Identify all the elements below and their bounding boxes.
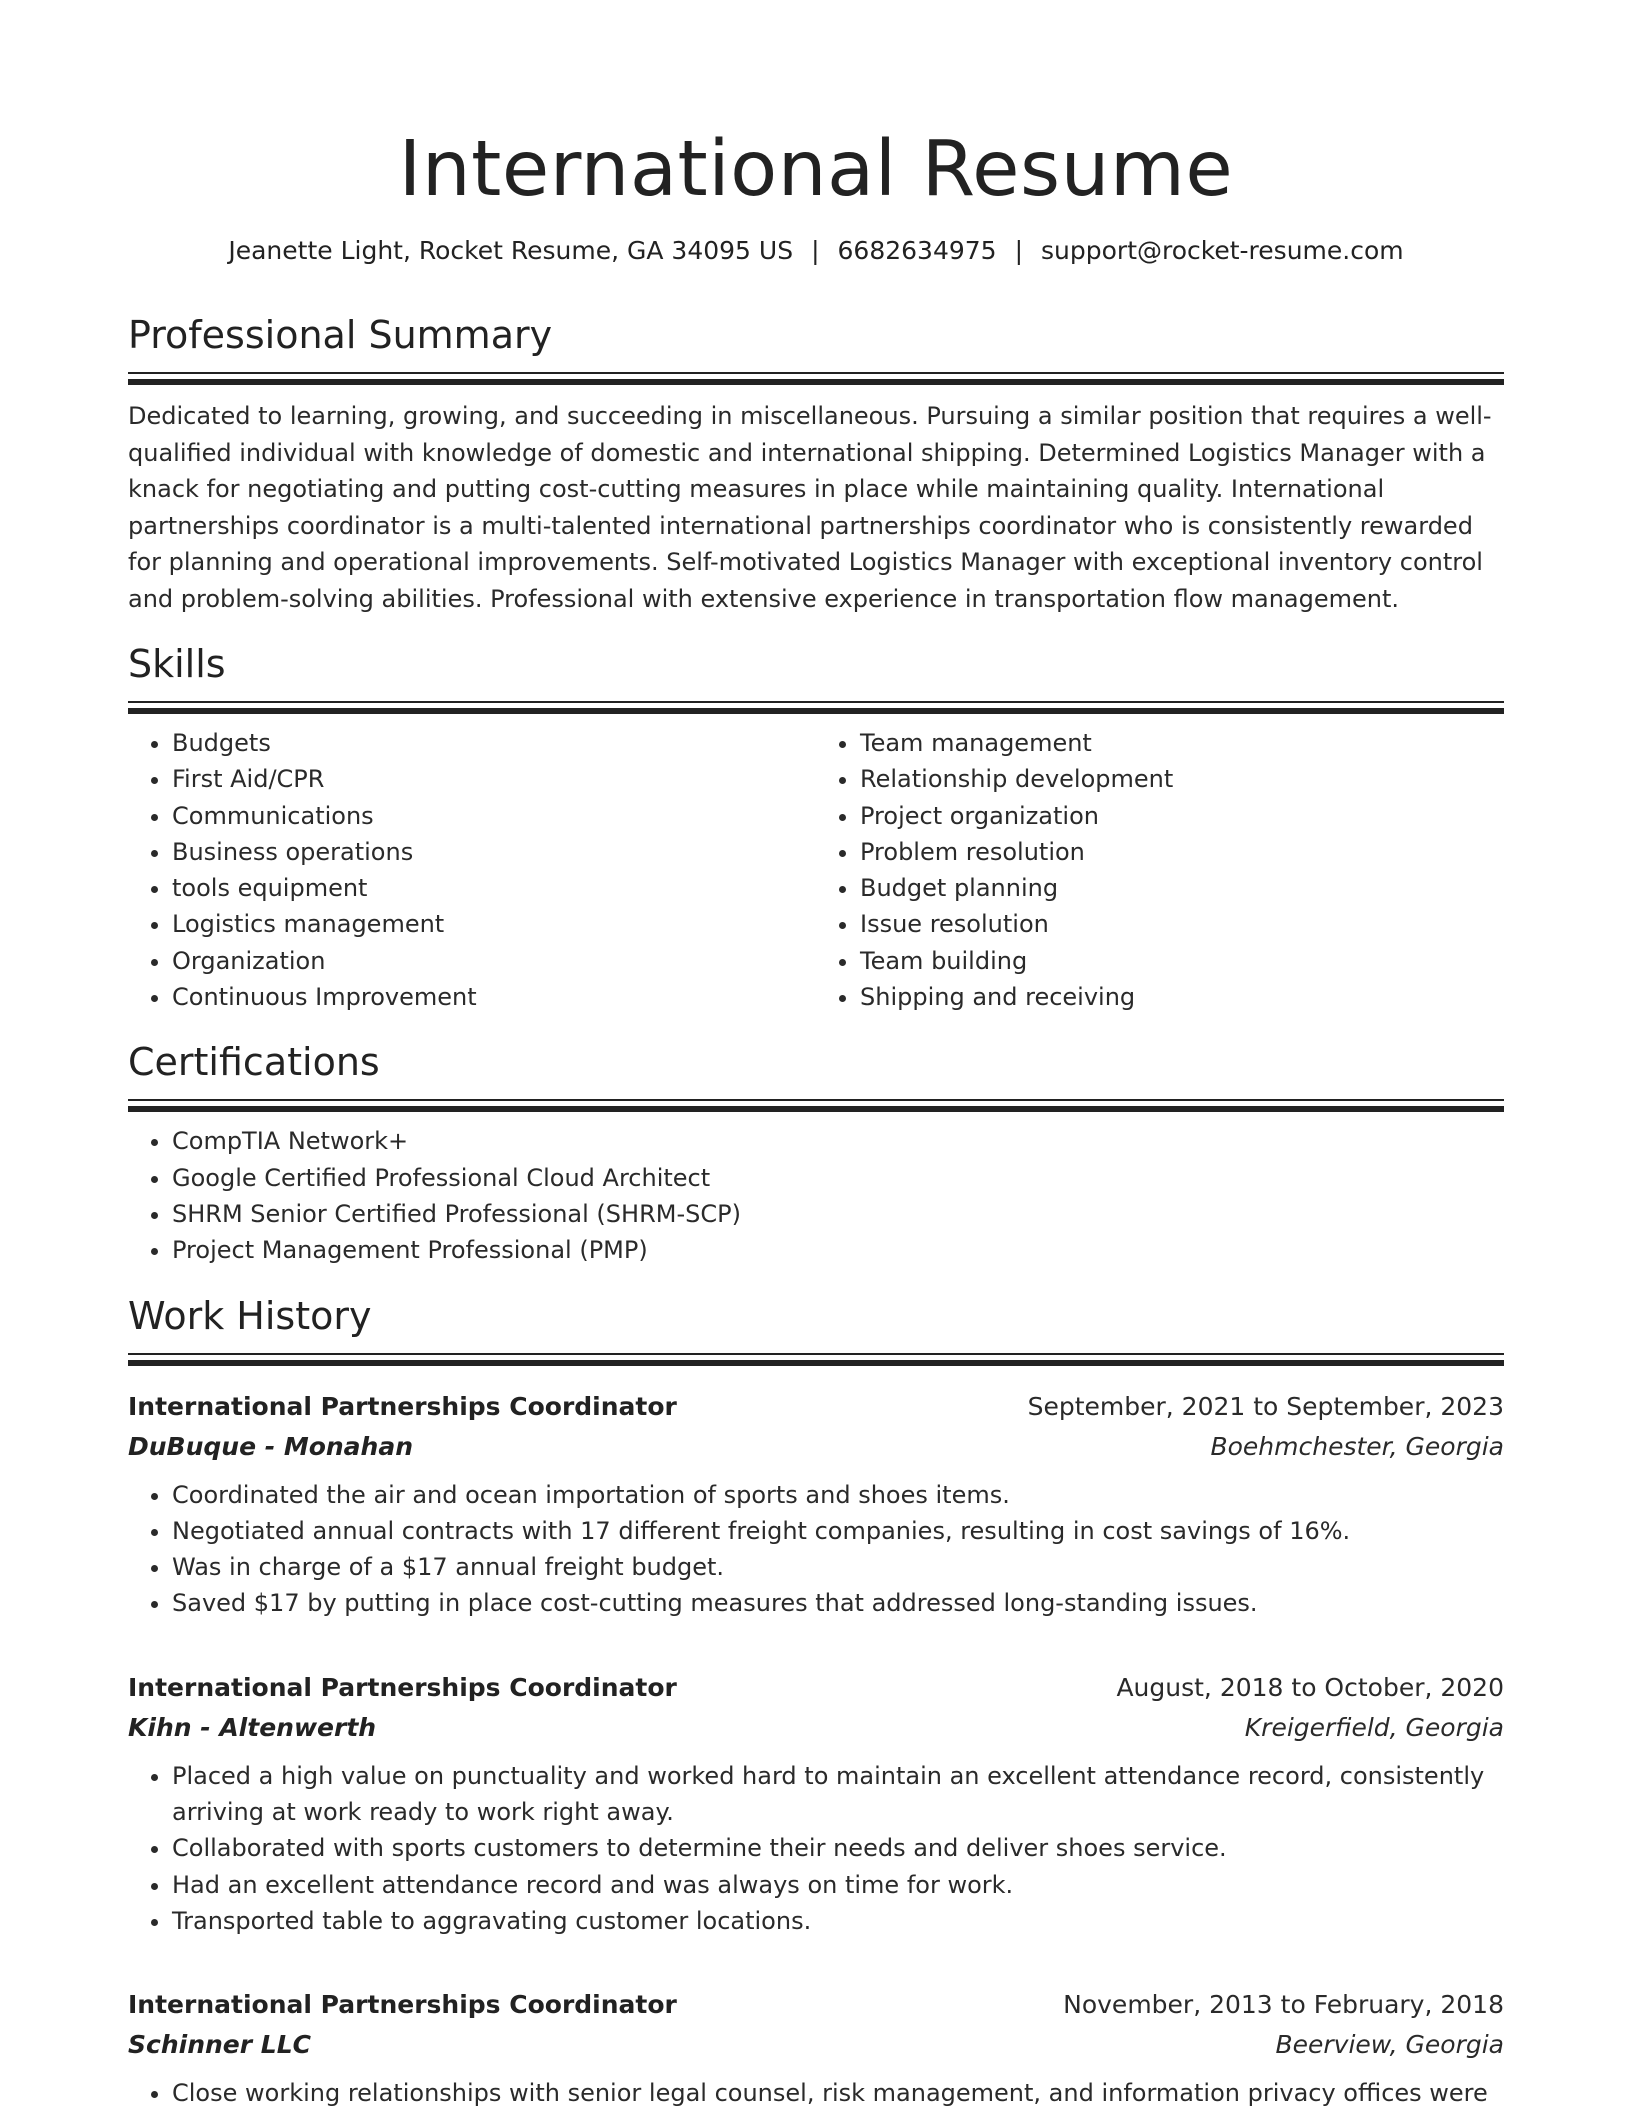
skill-item: • Communications xyxy=(172,798,816,834)
section-divider xyxy=(128,701,1504,713)
job-entry xyxy=(128,1985,1504,2111)
job-bullets xyxy=(128,1477,1504,1622)
section-divider xyxy=(128,1353,1504,1365)
job-entry xyxy=(128,1668,1504,1939)
job-title: International Partnerships Coordinator xyxy=(128,1391,677,1421)
skills-heading: Skills xyxy=(128,642,226,686)
job-company-row xyxy=(128,1708,1504,1748)
job-header-row xyxy=(128,1668,1504,1708)
job-dates: August, 2018 to October, 2020 xyxy=(1116,1672,1504,1702)
skill-item: • Shipping and receiving xyxy=(860,979,1504,1015)
contact-separator: | xyxy=(1014,236,1024,265)
certification-item: • Project Management Professional (PMP) xyxy=(172,1232,1504,1268)
job-bullet: • Saved $17 by putting in place cost-cutting measures that addressed long-standing issues. xyxy=(172,1585,1504,1621)
skill-item: • Business operations xyxy=(172,834,816,870)
section-divider xyxy=(128,1099,1504,1111)
section-divider xyxy=(128,372,1504,384)
resume-page xyxy=(128,0,1504,2112)
job-title: International Partnerships Coordinator xyxy=(128,1672,677,1702)
job-company: Schinner LLC xyxy=(128,2030,311,2060)
job-bullets xyxy=(128,2075,1504,2111)
work-history-section xyxy=(128,1293,1504,2112)
certifications-heading: Certifications xyxy=(128,1040,380,1085)
job-bullet: • Had an excellent attendance record and was always on time for work. xyxy=(172,1867,1504,1903)
certification-item: • CompTIA Network+ xyxy=(172,1123,1504,1159)
job-header-row xyxy=(128,1387,1504,1427)
contact-separator: | xyxy=(811,236,820,265)
certification-item: • Google Certified Professional Cloud Architect xyxy=(172,1160,1504,1196)
job-bullet: • Was in charge of a $17 annual freight budget. xyxy=(172,1549,1504,1585)
skill-item: • Budgets xyxy=(172,725,816,761)
skill-item: • Team building xyxy=(860,943,1504,979)
resume-title: International Resume xyxy=(398,125,1234,214)
job-location: Beerview, Georgia xyxy=(1275,2030,1504,2060)
job-bullets xyxy=(128,1758,1504,1939)
job-location: Boehmchester, Georgia xyxy=(1210,1431,1504,1461)
job-dates: November, 2013 to February, 2018 xyxy=(1063,1990,1504,2020)
job-title: International Partnerships Coordinator xyxy=(128,1990,677,2020)
job-bullet: • Close working relationships with senior legal counsel, risk management, and information privacy offices were xyxy=(172,2075,1504,2111)
skill-item: • Continuous Improvement xyxy=(172,979,816,1015)
job-dates: September, 2021 to September, 2023 xyxy=(1027,1391,1504,1421)
job-bullet: • Negotiated annual contracts with 17 different freight companies, resulting in cost savings of 16%. xyxy=(172,1513,1504,1549)
summary-section xyxy=(128,312,1504,617)
skill-item: • First Aid/CPR xyxy=(172,761,816,797)
skills-list-right xyxy=(816,725,1504,1015)
skills-list-left xyxy=(128,725,816,1015)
work-history-heading: Work History xyxy=(128,1293,372,1338)
job-company: Kihn - Altenwerth xyxy=(128,1712,377,1742)
certifications-list xyxy=(128,1123,1504,1268)
job-list xyxy=(128,1387,1504,2112)
contact-line xyxy=(128,234,1504,268)
job-bullet: • Transported table to aggravating customer locations. xyxy=(172,1903,1504,1939)
summary-text: Dedicated to learning, growing, and succeeding in miscellaneous. Pursuing a similar position that requires a well-qualified individual with knowledge of domestic and international shipping. Determined Logistics Manager with a knack for negotiating and putting cost-cutting measures in place while maintaining quality. International partnerships coordinator is a multi-talented international partnerships coordinator who is consistently rewarded for planning and operational improvements. Self-motivated Logistics Manager with exceptional inventory control and problem-solving abilities. Professional with extensive experience in transportation flow management. xyxy=(128,402,1492,613)
job-company-row xyxy=(128,2025,1504,2065)
job-bullet: • Coordinated the air and ocean importation of sports and shoes items. xyxy=(172,1477,1504,1513)
skill-item: • Problem resolution xyxy=(860,834,1504,870)
job-header-row xyxy=(128,1985,1504,2025)
job-company-row xyxy=(128,1427,1504,1467)
contact-address: Jeanette Light, Rocket Resume, GA 34095 US xyxy=(228,236,794,265)
skill-item: • Budget planning xyxy=(860,870,1504,906)
skill-item: • tools equipment xyxy=(172,870,816,906)
skill-item: • Relationship development xyxy=(860,761,1504,797)
skill-item: • Organization xyxy=(172,943,816,979)
skill-item: • Team management xyxy=(860,725,1504,761)
contact-phone: 6682634975 xyxy=(837,236,997,265)
job-company: DuBuque - Monahan xyxy=(128,1431,414,1461)
job-bullet: • Placed a high value on punctuality and worked hard to maintain an excellent attendance record, consistently arriving at work ready to work right away. xyxy=(172,1758,1504,1831)
job-entry xyxy=(128,1387,1504,1622)
certifications-section xyxy=(128,1039,1504,1268)
skill-item: • Logistics management xyxy=(172,906,816,942)
job-bullet: • Collaborated with sports customers to determine their needs and deliver shoes service. xyxy=(172,1830,1504,1866)
skill-item: • Project organization xyxy=(860,798,1504,834)
summary-heading: Professional Summary xyxy=(128,313,553,357)
contact-email: support@rocket-resume.com xyxy=(1041,236,1404,265)
job-location: Kreigerfield, Georgia xyxy=(1244,1712,1504,1742)
skill-item: • Issue resolution xyxy=(860,906,1504,942)
skills-columns xyxy=(128,713,1504,1015)
certification-item: • SHRM Senior Certified Professional (SHRM-SCP) xyxy=(172,1196,1504,1232)
skills-section xyxy=(128,641,1504,1015)
